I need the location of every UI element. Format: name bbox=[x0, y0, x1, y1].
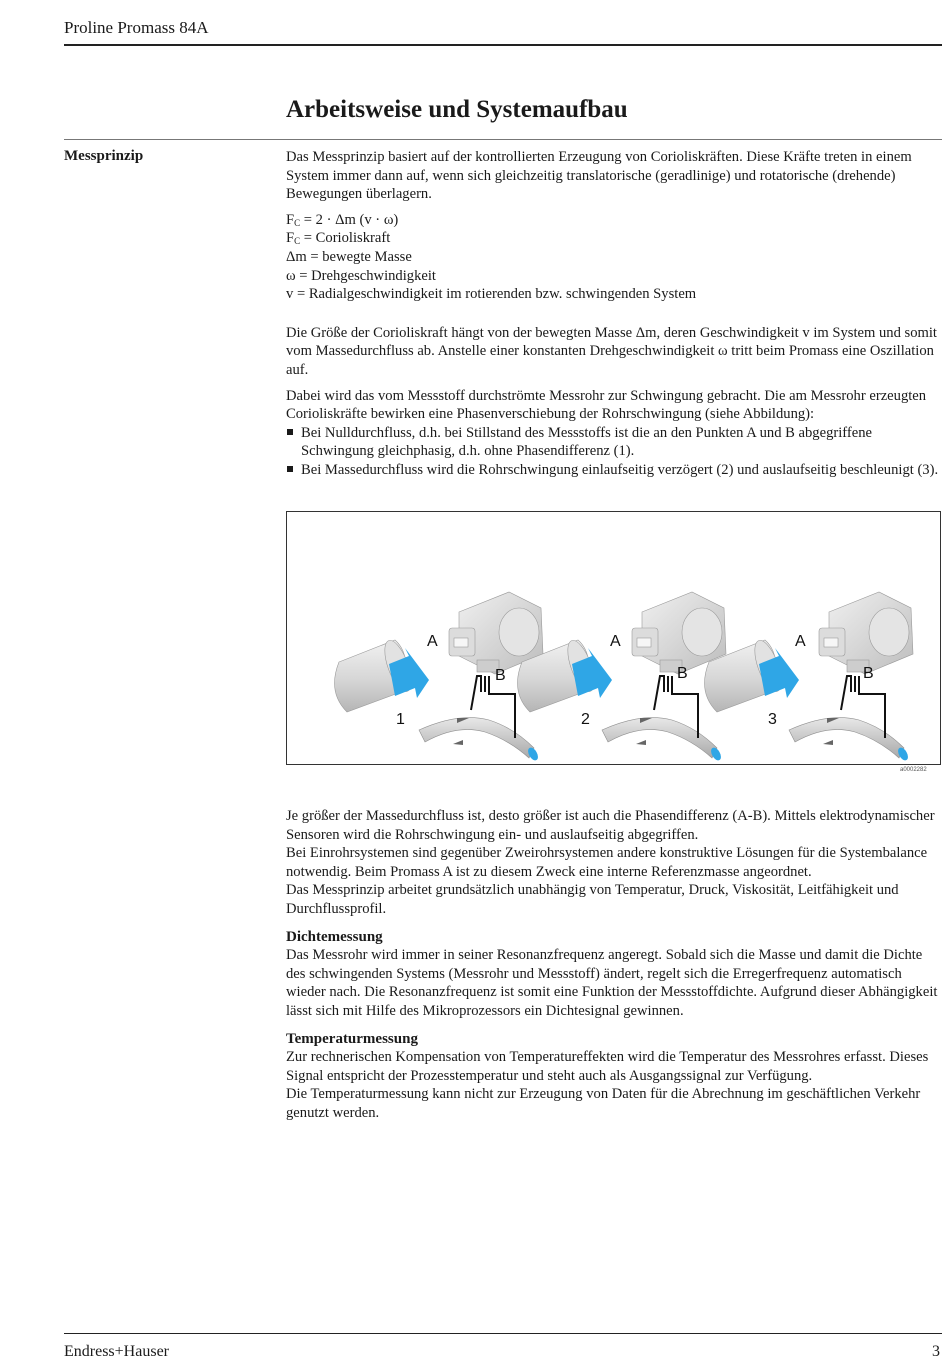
page-number: 3 bbox=[932, 1343, 940, 1360]
formula-line: v = Radialgeschwindigkeit im rotierenden bzw. schwingenden System bbox=[286, 286, 697, 303]
formula-text: = 2 · Δm (v · ω) bbox=[300, 211, 399, 228]
formula-symbol: F bbox=[286, 230, 295, 247]
point-a-label: A bbox=[795, 633, 806, 650]
paragraph: Die Größe der Corioliskraft hängt von der bewegten Masse Δm, deren Geschwindigkeit v im System und somit vom Massedurchfluss ab. Anstelle einer konstanten Drehgeschwindigkeit ω tritt beim Promass eine Oszillation auf. bbox=[286, 324, 937, 378]
panel-number: 3 bbox=[768, 711, 777, 728]
point-a-label: A bbox=[610, 633, 621, 650]
paragraph: Das Messprinzip arbeitet grundsätzlich unabhängig von Temperatur, Druck, Viskosität, Leitfähigkeit und Durchflussprofil. bbox=[286, 882, 899, 917]
list-item-text: Bei Nulldurchfluss, d.h. bei Stillstand des Messstoffs ist die an den Punkten A und B abgegriffene Schwingung gleichphasig, d.h. ohne Phasendifferenz (1). bbox=[301, 424, 872, 460]
temperature-paragraph: Die Temperaturmessung kann nicht zur Erzeugung von Daten für die Abrechnung im geschäftlichen Verkehr genutzt werden. bbox=[286, 1086, 921, 1121]
section-label: Messprinzip bbox=[64, 148, 144, 164]
panel-number: 2 bbox=[581, 711, 590, 728]
point-b-label: B bbox=[677, 665, 688, 682]
section-rule bbox=[64, 139, 942, 140]
page-heading: Arbeitsweise und Systemaufbau bbox=[286, 96, 628, 123]
formula-subscript: C bbox=[294, 236, 301, 247]
main-content bbox=[286, 148, 942, 480]
formula-line: ω = Drehgeschwindigkeit bbox=[286, 267, 436, 284]
formula-line: Δm = bewegte Masse bbox=[286, 248, 412, 265]
figure-id: a0002282 bbox=[900, 767, 927, 773]
temperature-paragraph: Zur rechnerischen Kompensation von Temperatureffekten wird die Temperatur des Messrohres erfasst. Dieses Signal entspricht der Prozesstemperatur und steht auch als Ausgangssignal zur Verfügung. bbox=[286, 1049, 929, 1084]
formula-subscript: C bbox=[294, 217, 301, 228]
coriolis-figure bbox=[286, 511, 941, 765]
temperature-heading: Temperaturmessung bbox=[286, 1030, 418, 1047]
panel-number: 1 bbox=[396, 711, 405, 728]
lower-content bbox=[286, 807, 942, 1123]
list-item-text: Bei Massedurchfluss wird die Rohrschwingung einlaufseitig verzögert (2) und auslaufseitig beschleunigt (3). bbox=[301, 461, 939, 478]
coriolis-illustration bbox=[287, 512, 940, 764]
density-heading: Dichtemessung bbox=[286, 928, 383, 945]
paragraph: Dabei wird das vom Messstoff durchströmte Messrohr zur Schwingung gebracht. Die am Messrohr erzeugten Corioliskräfte bewirken eine Phasenverschiebung der Rohrschwingung (siehe Abbildung): bbox=[286, 387, 927, 423]
header-title: Proline Promass 84A bbox=[64, 18, 209, 37]
paragraph: Bei Einrohrsystemen sind gegenüber Zweirohrsystemen andere konstruktive Lösungen für die Systembalance notwendig. Beim Promass A ist zu diesem Zweck eine interne Referenzmasse angeordnet. bbox=[286, 845, 928, 880]
list-item bbox=[286, 461, 942, 480]
formula-line bbox=[286, 211, 942, 230]
formula-text: = Corioliskraft bbox=[300, 230, 391, 247]
intro-paragraph: Das Messprinzip basiert auf der kontrollierten Erzeugung von Corioliskräften. Diese Kräfte treten in einem System immer dann auf, wenn sich gleichzeitig translatorische (geradlinige) und rotatorische (drehende) Bewegungen überlagern. bbox=[286, 149, 912, 203]
point-b-label: B bbox=[863, 665, 874, 682]
point-a-label: A bbox=[427, 633, 438, 650]
formula-symbol: F bbox=[286, 211, 295, 228]
paragraph: Je größer der Massedurchfluss ist, desto größer ist auch die Phasendifferenz (A-B). Mittels elektrodynamischer Sensoren wird die Rohrschwingung ein- und auslaufseitig abgegriffen. bbox=[286, 808, 935, 843]
bullet-icon bbox=[287, 429, 293, 435]
density-paragraph: Das Messrohr wird immer in seiner Resonanzfrequenz angeregt. Sobald sich die Masse und damit die Dichte des schwingenden Systems (Messrohr und Messstoff) ändert, regelt sich die Erregerfrequenz automatisch wieder nach. Die Resonanzfrequenz ist somit eine Funktion der Messstoffdichte. Aufgrund dieser Abhängigkeit lässt sich mit Hilfe des Mikroprozessors ein Dichtesignal gewinnen. bbox=[286, 947, 938, 1019]
footer-rule bbox=[64, 1333, 942, 1334]
formula-block bbox=[286, 211, 942, 304]
bullet-icon bbox=[287, 466, 293, 472]
point-b-label: B bbox=[495, 667, 506, 684]
formula-line bbox=[286, 229, 942, 248]
bullet-list bbox=[286, 424, 942, 480]
list-item bbox=[286, 424, 942, 461]
footer-company: Endress+Hauser bbox=[64, 1343, 169, 1360]
header-rule bbox=[64, 44, 942, 46]
